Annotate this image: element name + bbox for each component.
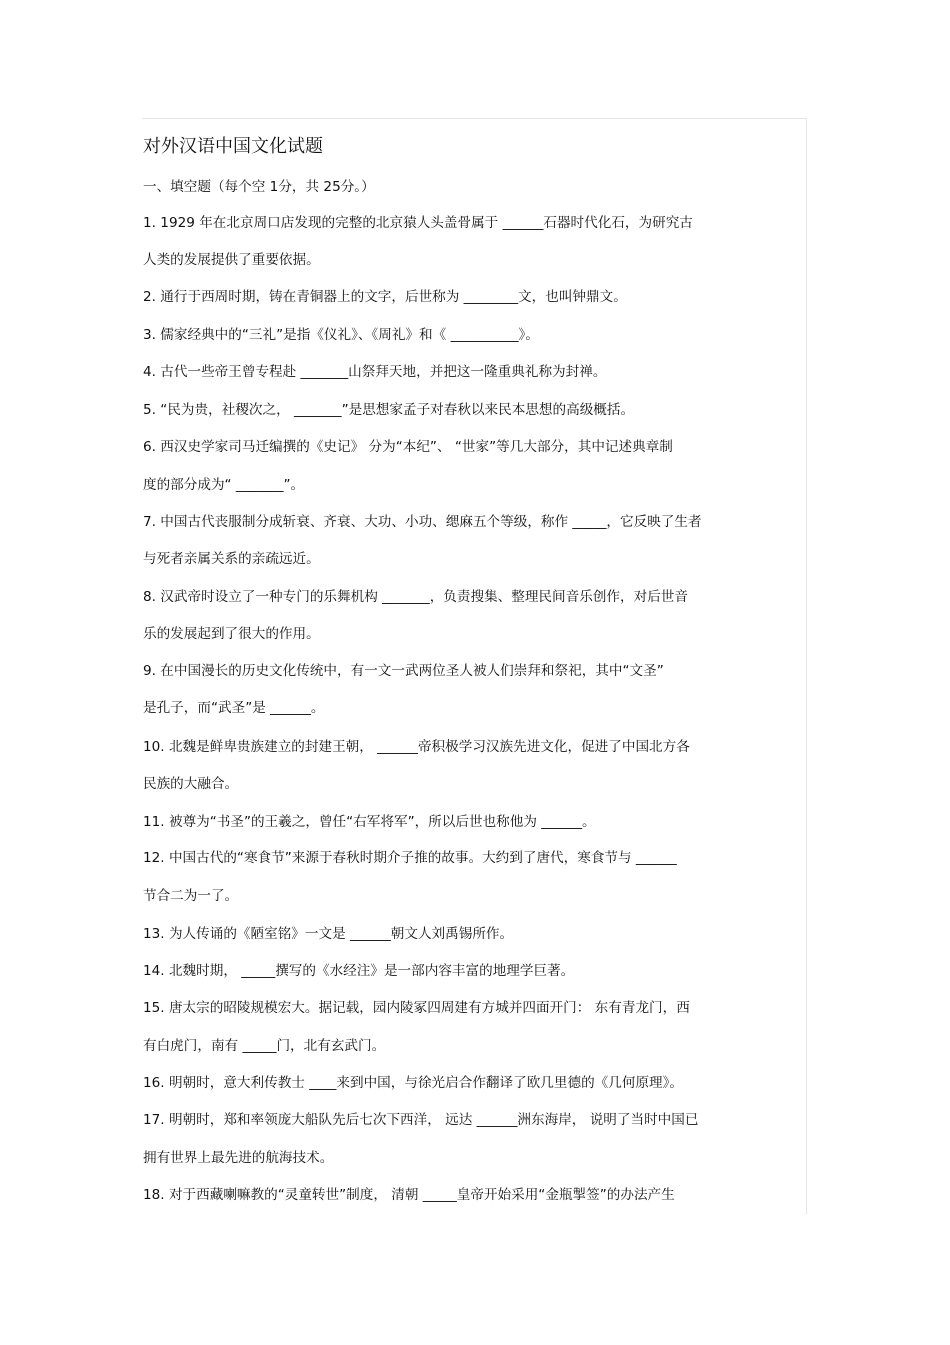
question-line: 度的部分成为“ _______”。 — [143, 477, 305, 493]
question-line: 拥有世界上最先进的航海技术。 — [143, 1150, 334, 1166]
question-line: 有白虎门，南有 _____门，北有玄武门。 — [143, 1038, 386, 1054]
question-line: 乐的发展起到了很大的作用。 — [143, 626, 320, 642]
question-line: 3. 儒家经典中的“三礼”是指《仪礼》、《周礼》和《 __________》。 — [143, 327, 539, 343]
question-line: 13. 为人传诵的《陋室铭》一文是 ______朝文人刘禹锡所作。 — [143, 926, 514, 942]
question-line: 1. 1929 年在北京周口店发现的完整的北京猿人头盖骨属于 ______石器时代化石，为研究古 — [143, 215, 693, 231]
question-line: 10. 北魏是鲜卑贵族建立的封建王朝， ______帝积极学习汉族先进文化，促进了中国北方各 — [143, 739, 690, 755]
question-line: 4. 古代一些帝王曾专程赴 _______山祭拜天地，并把这一隆重典礼称为封禅。 — [143, 364, 607, 380]
question-line: 5. “民为贵，社稷次之， _______”是思想家孟子对春秋以来民本思想的高级概括。 — [143, 402, 635, 418]
question-line: 8. 汉武帝时设立了一种专门的乐舞机构 _______，负责搜集、整理民间音乐创作，对后世音 — [143, 589, 688, 605]
question-line: 与死者亲属关系的亲疏远近。 — [143, 551, 320, 567]
question-line: 人类的发展提供了重要依据。 — [143, 252, 320, 268]
question-line: 17. 明朝时，郑和率领庞大船队先后七次下西洋， 远达 ______洲东海岸， 说明了当时中国已 — [143, 1112, 699, 1128]
question-line: 民族的大融合。 — [143, 776, 239, 792]
question-line: 12. 中国古代的“寒食节”来源于春秋时期介子推的故事。大约到了唐代，寒食节与 ______ — [143, 850, 677, 866]
document-page — [142, 118, 807, 1214]
question-line: 7. 中国古代丧服制分成斩衰、齐衰、大功、小功、缌麻五个等级，称作 _____，它反映了生者 — [143, 514, 702, 530]
question-line: 是孔子，而“武圣”是 ______。 — [143, 700, 325, 716]
question-line: 14. 北魏时期， _____撰写的《水经注》是一部内容丰富的地理学巨著。 — [143, 963, 575, 979]
section-heading: 一、填空题（每个空 1分，共 25分。） — [143, 179, 375, 195]
question-line: 2. 通行于西周时期，铸在青铜器上的文字，后世称为 ________文，也叫钟鼎文。 — [143, 289, 627, 305]
question-line: 15. 唐太宗的昭陵规模宏大。据记载，园内陵冢四周建有方城并四面开门： 东有青龙门，西 — [143, 1000, 690, 1016]
question-line: 18. 对于西藏喇嘛教的“灵童转世”制度， 清朝 _____皇帝开始采用“金瓶掣签”的办法产生 — [143, 1187, 675, 1203]
question-line: 16. 明朝时，意大利传教士 ____来到中国，与徐光启合作翻译了欧几里德的《几何原理》。 — [143, 1075, 684, 1091]
question-line: 节合二为一了。 — [143, 888, 239, 904]
question-line: 9. 在中国漫长的历史文化传统中，有一文一武两位圣人被人们崇拜和祭祀，其中“文圣” — [143, 663, 664, 679]
document-title: 对外汉语中国文化试题 — [143, 136, 323, 157]
question-line: 11. 被尊为“书圣”的王羲之，曾任“右军将军”，所以后世也称他为 ______。 — [143, 814, 596, 830]
question-line: 6. 西汉史学家司马迁编撰的《史记》 分为“本纪”、 “世家”等几大部分，其中记述典章制 — [143, 439, 673, 455]
